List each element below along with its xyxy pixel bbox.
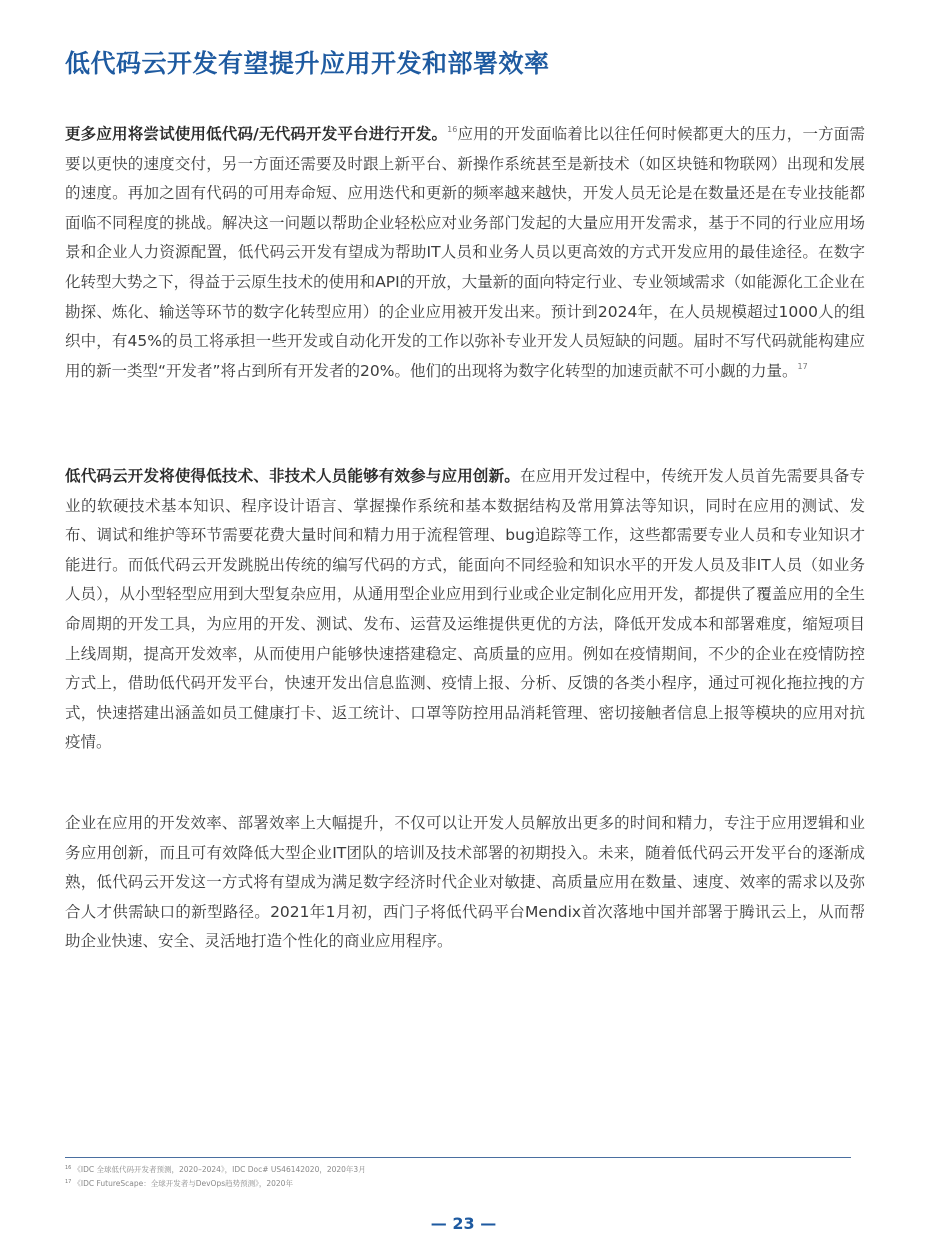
footnote-number: 16 <box>65 1165 72 1171</box>
footnote-divider <box>65 1157 851 1158</box>
page-number: — 23 — <box>430 1214 497 1233</box>
paragraph-1 <box>65 120 865 386</box>
footnote-text: 《IDC 全球低代码开发者预测，2020–2024》，IDC Doc# US46142020，2020年3月 <box>73 1165 366 1174</box>
paragraph-1-lead: 更多应用将尝试使用低代码/无代码开发平台进行开发。 <box>65 125 448 143</box>
footnote-number: 17 <box>65 1179 72 1185</box>
footnote-ref-16: 16 <box>447 125 458 134</box>
footnote-ref-17: 17 <box>797 361 808 371</box>
page-title: 低代码云开发有望提升应用开发和部署效率 <box>65 49 550 78</box>
paragraph-3-body: 企业在应用的开发效率、部署效率上大幅提升，不仅可以让开发人员解放出更多的时间和精力，专注于应用逻辑和业务应用创新，而且可有效降低大型企业IT团队的培训及技术部署的初期投入。未来，随着低代码云开发平台的逐渐成熟，低代码云开发这一方式将有望成为满足数字经济时代企业对敏捷、高质量应用在数量、速度、效率的需求以及弥合人才供需缺口的新型路径。2021年1月初，西门子将低代码平台Mendix首次落地中国并部署于腾讯云上，从而帮助企业快速、安全、灵活地打造个性化的商业应用程序。 <box>65 814 865 951</box>
footnote-17 <box>65 1177 366 1191</box>
footnotes <box>65 1163 366 1191</box>
footnote-text: 《IDC FutureScape：全球开发者与DevOps趋势预测》，2020年 <box>73 1179 293 1188</box>
paragraph-2 <box>65 462 865 758</box>
paragraph-2-lead: 低代码云开发将使得低技术、非技术人员能够有效参与应用创新。 <box>65 467 520 485</box>
paragraph-3 <box>65 809 865 957</box>
footnote-16 <box>65 1163 366 1177</box>
paragraph-2-body: 在应用开发过程中，传统开发人员首先需要具备专业的软硬技术基本知识、程序设计语言、掌握操作系统和基本数据结构及常用算法等知识，同时在应用的测试、发布、调试和维护等环节需要花费大量时间和精力用于流程管理、bug追踪等工作，这些都需要专业人员和专业知识才能进行。而低代码云开发跳脱出传统的编写代码的方式，能面向不同经验和知识水平的开发人员及非IT人员（如业务人员），从小型轻型应用到大型复杂应用，从通用型企业应用到行业或企业定制化应用开发，都提供了覆盖应用的全生命周期的开发工具，为应用的开发、测试、发布、运营及运维提供更优的方法，降低开发成本和部署难度，缩短项目上线周期，提高开发效率，从而使用户能够快速搭建稳定、高质量的应用。例如在疫情期间，不少的企业在疫情防控方式上，借助低代码开发平台，快速开发出信息监测、疫情上报、分析、反馈的各类小程序，通过可视化拖拉拽的方式，快速搭建出涵盖如员工健康打卡、返工统计、口罩等防控用品消耗管理、密切接触者信息上报等模块的应用对抗疫情。 <box>65 467 865 752</box>
paragraph-1-body: 应用的开发面临着比以往任何时候都更大的压力，一方面需要以更快的速度交付，另一方面还需要及时跟上新平台、新操作系统甚至是新技术（如区块链和物联网）出现和发展的速度。再加之固有代码的可用寿命短、应用迭代和更新的频率越来越快，开发人员无论是在数量还是在专业技能都面临不同程度的挑战。解决这一问题以帮助企业轻松应对业务部门发起的大量应用开发需求，基于不同的行业应用场景和企业人力资源配置，低代码云开发有望成为帮助IT人员和业务人员以更高效的方式开发应用的最佳途径。在数字化转型大势之下，得益于云原生技术的使用和API的开放，大量新的面向特定行业、专业领域需求（如能源化工企业在勘探、炼化、输送等环节的数字化转型应用）的企业应用被开发出来。预计到2024年，在人员规模超过1000人的组织中，有45%的员工将承担一些开发或自动化开发的工作以弥补专业开发人员短缺的问题。届时不写代码就能构建应用的新一类型“开发者”将占到所有开发者的20%。他们的出现将为数字化转型的加速贡献不可小觑的力量。 <box>65 125 865 380</box>
